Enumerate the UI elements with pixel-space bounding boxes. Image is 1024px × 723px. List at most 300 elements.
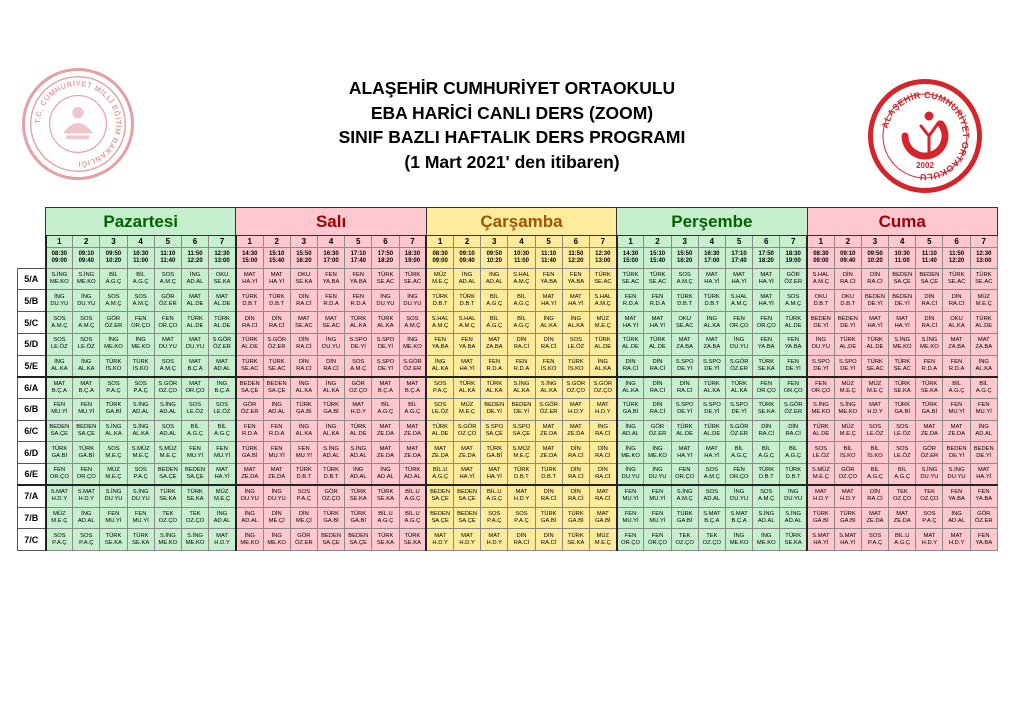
lesson-cell — [209, 398, 236, 420]
lesson-subject: S.MAT — [730, 510, 748, 517]
period-number: 2 — [834, 236, 861, 248]
lesson-cell — [698, 312, 725, 334]
lesson-subject: SOS — [868, 424, 882, 431]
lesson-subject: BİL — [952, 380, 961, 387]
lesson-teacher: A.M.Ç — [350, 365, 367, 372]
lesson-teacher: A.M.Ç — [51, 322, 68, 329]
lesson-cell — [671, 420, 698, 442]
lesson-teacher: AL.KA — [431, 365, 449, 372]
lesson-teacher: H.D.Y — [948, 539, 965, 546]
lesson-subject: BEDEN — [157, 467, 178, 474]
lesson-cell — [617, 485, 644, 507]
lesson-teacher: D.B.T — [269, 300, 285, 307]
lesson-teacher: MU.Yİ — [51, 409, 68, 416]
period-number: 2 — [644, 236, 671, 248]
lesson-subject: BİL — [217, 424, 227, 431]
lesson-subject: S.HAL — [513, 272, 530, 279]
lesson-teacher: ZA.BA — [676, 344, 694, 351]
lesson-cell — [834, 464, 861, 486]
lesson-teacher: ÖZ.ER — [295, 539, 313, 546]
lesson-teacher: AL.KA — [458, 387, 476, 394]
lesson-teacher: OR.ÇO — [756, 387, 776, 394]
lesson-subject: İNG — [298, 424, 310, 431]
lesson-subject: TÜRK — [377, 272, 394, 279]
class-label: 6/C — [18, 420, 46, 442]
lesson-subject: FEN — [270, 445, 283, 452]
lesson-cell — [290, 420, 317, 442]
lesson-cell — [617, 420, 644, 442]
lesson-teacher: AL.DE — [186, 300, 204, 307]
lesson-subject: DİN — [298, 510, 309, 517]
lesson-teacher: GA.Bİ — [568, 517, 584, 524]
lesson-teacher: ME.KO — [240, 539, 260, 546]
period-time — [453, 248, 480, 269]
lesson-cell — [426, 355, 453, 377]
lesson-subject: S.MAT — [812, 532, 830, 539]
lesson-teacher: ME.KO — [403, 344, 422, 351]
lesson-subject: SOS — [161, 272, 174, 279]
lesson-subject: SOS — [678, 272, 691, 279]
lesson-teacher: SA.ÇE — [349, 539, 367, 546]
period-time — [399, 248, 426, 269]
lesson-teacher: YA.BA — [540, 279, 557, 286]
lesson-subject: SOS — [406, 315, 419, 322]
lesson-cell — [562, 355, 589, 377]
lesson-subject: TÜRK — [432, 293, 449, 300]
period-end: 11:00 — [513, 257, 529, 264]
lesson-teacher: SA.ÇE — [77, 431, 95, 438]
lesson-subject: SOS — [868, 532, 882, 539]
period-end: 15:00 — [622, 257, 639, 264]
period-start: 10:30 — [894, 250, 910, 257]
lesson-subject: S.İNG — [105, 424, 122, 431]
period-time — [508, 248, 535, 269]
lesson-subject: TÜRK — [214, 315, 230, 322]
lesson-teacher: ME.KO — [267, 539, 287, 546]
lesson-subject: BEDEN — [973, 445, 994, 452]
lesson-subject: TÜRK — [159, 489, 176, 496]
lesson-cell — [46, 398, 73, 420]
lesson-teacher: ME.KO — [920, 344, 939, 351]
class-label: 6/A — [18, 377, 46, 399]
lesson-teacher: SE.AC — [376, 279, 395, 286]
lesson-teacher: D.B.T — [840, 300, 856, 307]
lesson-cell — [46, 464, 73, 486]
lesson-teacher: AD.AL — [213, 517, 231, 524]
lesson-teacher: YA.BA — [458, 344, 476, 351]
lesson-subject: S.HAL — [431, 315, 449, 322]
lesson-teacher: D.B.T — [541, 474, 557, 481]
lesson-cell — [535, 377, 562, 399]
lesson-subject: FEN — [352, 272, 365, 279]
lesson-subject: BİL — [870, 445, 880, 452]
lesson-teacher: DU.YU — [322, 344, 341, 351]
lesson-cell — [127, 464, 154, 486]
lesson-subject: TÜRK — [703, 293, 720, 300]
lesson-subject: FEN — [53, 402, 66, 409]
lesson-teacher: OZ.ÇO — [158, 387, 178, 394]
lesson-teacher: OZ.ÇO — [349, 387, 368, 394]
lesson-teacher: GA.Bİ — [840, 517, 856, 524]
lesson-cell — [861, 377, 888, 399]
lesson-subject: TÜRK — [676, 424, 693, 431]
lesson-subject: MAT — [869, 402, 881, 409]
lesson-cell — [508, 529, 535, 551]
lesson-subject: FEN — [787, 337, 799, 344]
lesson-cell — [73, 420, 100, 442]
period-end: 18:20 — [758, 257, 774, 264]
lesson-teacher: M.E.Ç — [105, 474, 122, 481]
lesson-subject: FEN — [950, 358, 963, 365]
lesson-subject: DİN — [761, 424, 772, 431]
lesson-subject: BİL — [109, 272, 118, 279]
lesson-subject: OKU — [297, 272, 311, 279]
lesson-subject: MAT — [596, 402, 609, 409]
lesson-teacher: MU.Yİ — [649, 496, 666, 503]
lesson-cell — [46, 507, 73, 529]
lesson-subject: DİN — [870, 489, 880, 496]
lesson-subject: İNG — [733, 337, 745, 344]
lesson-subject: S.İNG — [350, 445, 367, 452]
lesson-subject: S.SPO — [675, 402, 694, 409]
lesson-cell — [453, 420, 480, 442]
lesson-teacher: RA.Cİ — [867, 279, 883, 286]
lesson-cell — [671, 464, 698, 486]
lesson-teacher: AD.AL — [241, 517, 259, 524]
lesson-cell — [154, 420, 181, 442]
lesson-subject: GÖR — [324, 489, 338, 496]
lesson-cell — [671, 485, 698, 507]
lesson-teacher: AL.KA — [594, 365, 612, 372]
lesson-teacher: SE.AC — [893, 365, 911, 372]
lesson-subject: S.HAL — [730, 293, 748, 300]
lesson-cell — [209, 485, 236, 507]
lesson-subject: S.İNG — [758, 510, 775, 517]
period-number: 1 — [46, 236, 73, 248]
lesson-subject: S.SPO — [485, 424, 504, 431]
lesson-teacher: AD.AL — [322, 452, 340, 459]
lesson-cell — [970, 420, 997, 442]
lesson-cell — [426, 312, 453, 334]
lesson-subject: BEDEN — [946, 445, 967, 452]
lesson-cell — [345, 355, 372, 377]
class-row — [18, 420, 998, 442]
lesson-subject: TÜRK — [731, 380, 747, 387]
lesson-teacher: LE.ÖZ — [866, 431, 884, 438]
lesson-cell — [372, 268, 399, 290]
lesson-subject: DİN — [924, 315, 935, 322]
lesson-teacher: DE.Yİ — [377, 344, 393, 351]
period-number: 4 — [508, 236, 535, 248]
period-time — [73, 248, 100, 269]
lesson-teacher: ME.KO — [76, 279, 96, 286]
lesson-cell — [453, 529, 480, 551]
lesson-subject: FEN — [216, 445, 228, 452]
lesson-cell — [290, 290, 317, 312]
school-name: ALAŞEHİR CUMHURİYET ORTAOKULU — [348, 78, 676, 98]
lesson-teacher: AL.KA — [322, 431, 340, 438]
lesson-cell — [317, 398, 344, 420]
period-number: 6 — [372, 236, 399, 248]
lesson-subject: MAT — [869, 510, 881, 517]
lesson-cell — [780, 485, 807, 507]
lesson-subject: MAT — [461, 358, 473, 365]
lesson-subject: TÜRK — [404, 272, 421, 279]
lesson-subject: MAT — [406, 424, 419, 431]
lesson-teacher: ÖZ.ER — [158, 300, 177, 307]
lesson-subject: MÜZ — [433, 272, 447, 279]
period-time — [236, 248, 263, 269]
lesson-cell — [861, 485, 888, 507]
lesson-teacher: ZE.DA — [866, 517, 884, 524]
lesson-cell — [127, 507, 154, 529]
lesson-subject: MÜZ — [841, 380, 855, 387]
lesson-subject: MAT — [705, 272, 718, 279]
lesson-teacher: ME.Çİ — [295, 517, 312, 524]
lesson-teacher: SE.AC — [594, 279, 612, 286]
lesson-subject: İNG — [325, 380, 337, 387]
lesson-cell — [916, 268, 943, 290]
lesson-subject: FEN — [950, 489, 963, 496]
lesson-cell — [644, 312, 671, 334]
period-start: 18:30 — [404, 250, 421, 257]
lesson-subject: S.GÖR — [729, 424, 749, 431]
lesson-subject: MAT — [325, 315, 337, 322]
lesson-teacher: RA.Cİ — [948, 300, 965, 307]
lesson-subject: FEN — [950, 402, 963, 409]
lesson-teacher: AL.KA — [975, 365, 992, 372]
lesson-subject: SOS — [705, 489, 718, 496]
lesson-subject: TÜRK — [486, 445, 503, 452]
lesson-cell — [181, 377, 208, 399]
lesson-teacher: M.E.Ç — [132, 452, 149, 459]
lesson-cell — [780, 442, 807, 464]
lesson-subject: S.İNG — [187, 532, 203, 539]
lesson-teacher: RA.Cİ — [595, 496, 611, 503]
lesson-cell — [916, 290, 943, 312]
lesson-subject: TÜRK — [78, 445, 95, 452]
lesson-subject: İNG — [81, 358, 92, 365]
lesson-subject: MAT — [569, 293, 582, 300]
lesson-teacher: AL.KA — [51, 365, 68, 372]
lesson-teacher: MU.Yİ — [186, 452, 204, 459]
lesson-teacher: H.D.Y — [813, 496, 829, 503]
lesson-teacher: İS.KO — [568, 365, 584, 372]
lesson-teacher: DE.Yİ — [867, 300, 883, 307]
lesson-cell — [73, 507, 100, 529]
lesson-subject: TÜRK — [513, 467, 530, 474]
lesson-teacher: MU.Yİ — [105, 517, 122, 524]
lesson-subject: İNG — [978, 358, 989, 365]
lesson-subject: FEN — [107, 510, 120, 517]
lesson-teacher: ÖZ.ER — [213, 344, 231, 351]
lesson-teacher: SE.AC — [947, 279, 966, 286]
lesson-teacher: GA.Bİ — [105, 409, 122, 416]
lesson-subject: SOS — [80, 315, 93, 322]
lesson-subject: MAT — [379, 445, 392, 452]
lesson-cell — [617, 507, 644, 529]
lesson-teacher: D.B.T — [432, 300, 448, 307]
lesson-subject: TÜRK — [350, 489, 367, 496]
lesson-cell — [889, 464, 916, 486]
lesson-cell — [889, 507, 916, 529]
lesson-teacher: SE.KA — [376, 496, 394, 503]
lesson-subject: S.GÖR — [158, 380, 178, 387]
period-time — [617, 248, 644, 269]
lesson-teacher: ZE.DA — [920, 431, 938, 438]
lesson-teacher: M.E.Ç — [432, 279, 449, 286]
lesson-cell — [617, 464, 644, 486]
lesson-teacher: AD.AL — [186, 279, 204, 286]
lesson-cell — [73, 442, 100, 464]
lesson-teacher: DU.YU — [730, 344, 749, 351]
period-end: 13:00 — [595, 257, 611, 264]
period-end: 10:20 — [867, 257, 883, 264]
lesson-subject: S.İNG — [132, 489, 149, 496]
lesson-teacher: ÖZ.ER — [539, 409, 558, 416]
lesson-cell — [209, 290, 236, 312]
lesson-subject: SOS — [760, 489, 773, 496]
lesson-teacher: HA.Yİ — [242, 279, 258, 286]
lesson-teacher: A.G.Ç — [785, 452, 802, 459]
lesson-teacher: RA.Cİ — [242, 322, 258, 329]
lesson-cell — [780, 333, 807, 355]
lesson-teacher: HA.Yİ — [269, 279, 285, 286]
lesson-teacher: ZE.DA — [376, 452, 394, 459]
lesson-cell — [725, 355, 752, 377]
lesson-teacher: A.G.Ç — [513, 322, 530, 329]
lesson-subject: TÜRK — [703, 380, 720, 387]
lesson-subject: S.İNG — [676, 489, 693, 496]
lesson-teacher: D.B.T — [514, 474, 529, 481]
lesson-teacher: ME.KO — [648, 452, 667, 459]
lesson-subject: BİL — [870, 467, 880, 474]
lesson-subject: DİN — [625, 358, 636, 365]
lesson-subject: BEDEN — [892, 272, 913, 279]
lesson-cell — [943, 398, 970, 420]
lesson-teacher: SA.ÇE — [920, 279, 939, 286]
lesson-subject: TÜRK — [350, 315, 367, 322]
lesson-teacher: ZE.DA — [567, 431, 585, 438]
lesson-teacher: SE.AC — [648, 279, 667, 286]
lesson-cell — [535, 529, 562, 551]
lesson-subject: S.MAT — [77, 489, 95, 496]
period-number: 4 — [317, 236, 344, 248]
lesson-teacher: OR.ÇO — [49, 474, 69, 481]
period-number: 5 — [345, 236, 372, 248]
lesson-subject: GÖR — [243, 402, 257, 409]
lesson-subject: GÖR — [297, 532, 311, 539]
lesson-teacher: D.B.T — [785, 474, 801, 481]
lesson-cell — [970, 507, 997, 529]
lesson-cell — [236, 312, 263, 334]
lesson-cell — [725, 485, 752, 507]
class-row — [18, 529, 998, 551]
lesson-teacher: R.D.A — [622, 300, 639, 307]
lesson-cell — [426, 420, 453, 442]
lesson-teacher: D.B.T — [323, 474, 339, 481]
lesson-teacher: DU.YU — [104, 496, 123, 503]
lesson-cell — [263, 312, 290, 334]
lesson-cell — [317, 268, 344, 290]
lesson-cell — [263, 377, 290, 399]
lesson-cell — [100, 420, 127, 442]
lesson-cell — [725, 312, 752, 334]
period-start: 09:50 — [486, 250, 502, 257]
lesson-subject: BEDEN — [185, 467, 206, 474]
lesson-teacher: GA.Bİ — [813, 517, 829, 524]
lesson-cell — [372, 420, 399, 442]
lesson-cell — [753, 485, 780, 507]
lesson-cell — [671, 529, 698, 551]
lesson-cell — [290, 312, 317, 334]
lesson-cell — [889, 290, 916, 312]
lesson-subject: DİN — [543, 532, 554, 539]
lesson-subject: FEN — [243, 424, 256, 431]
lesson-cell — [562, 268, 589, 290]
lesson-subject: İNG — [244, 489, 255, 496]
lesson-subject: DİN — [298, 337, 309, 344]
lesson-teacher: A.G.Ç — [948, 387, 965, 394]
period-number: 3 — [290, 236, 317, 248]
lesson-cell — [916, 333, 943, 355]
lesson-subject: BİL — [408, 402, 417, 409]
lesson-subject: DİN — [570, 489, 581, 496]
period-start: 11:50 — [187, 250, 203, 257]
class-row — [18, 398, 998, 420]
lesson-cell — [535, 464, 562, 486]
lesson-subject: TÜRK — [813, 510, 829, 517]
lesson-subject: TÜRK — [622, 272, 639, 279]
class-label: 5/C — [18, 312, 46, 334]
lesson-teacher: SE.AC — [267, 365, 286, 372]
lesson-subject: S.İNG — [159, 402, 176, 409]
lesson-subject: FEN — [515, 358, 528, 365]
lesson-cell — [453, 442, 480, 464]
period-start: 08:30 — [432, 250, 448, 257]
lesson-cell — [426, 377, 453, 399]
lesson-cell — [644, 420, 671, 442]
lesson-cell — [317, 442, 344, 464]
lesson-cell — [209, 333, 236, 355]
lesson-teacher: AD.AL — [159, 431, 177, 438]
lesson-teacher: M.E.Ç — [839, 387, 856, 394]
lesson-teacher: AL.KA — [513, 387, 530, 394]
lesson-subject: TÜRK — [404, 532, 421, 539]
lesson-teacher: A.M.Ç — [703, 474, 720, 481]
lesson-cell — [46, 377, 73, 399]
lesson-cell — [807, 355, 834, 377]
lesson-cell — [834, 355, 861, 377]
lesson-teacher: RA.Cİ — [785, 431, 801, 438]
lesson-cell — [508, 420, 535, 442]
lesson-cell — [453, 507, 480, 529]
lesson-subject: GÖR — [650, 424, 665, 431]
period-end: 16:20 — [296, 257, 312, 264]
lesson-subject: TÜRK — [323, 402, 339, 409]
period-time — [181, 248, 208, 269]
lesson-cell — [834, 420, 861, 442]
lesson-cell — [943, 312, 970, 334]
lesson-teacher: SE.KA — [104, 539, 122, 546]
period-time — [753, 248, 780, 269]
period-time — [889, 248, 916, 269]
lesson-teacher: OR.ÇO — [647, 539, 667, 546]
lesson-subject: FEN — [134, 510, 147, 517]
period-end: 10:20 — [486, 257, 502, 264]
lesson-cell — [426, 398, 453, 420]
lesson-subject: TÜRK — [459, 380, 475, 387]
